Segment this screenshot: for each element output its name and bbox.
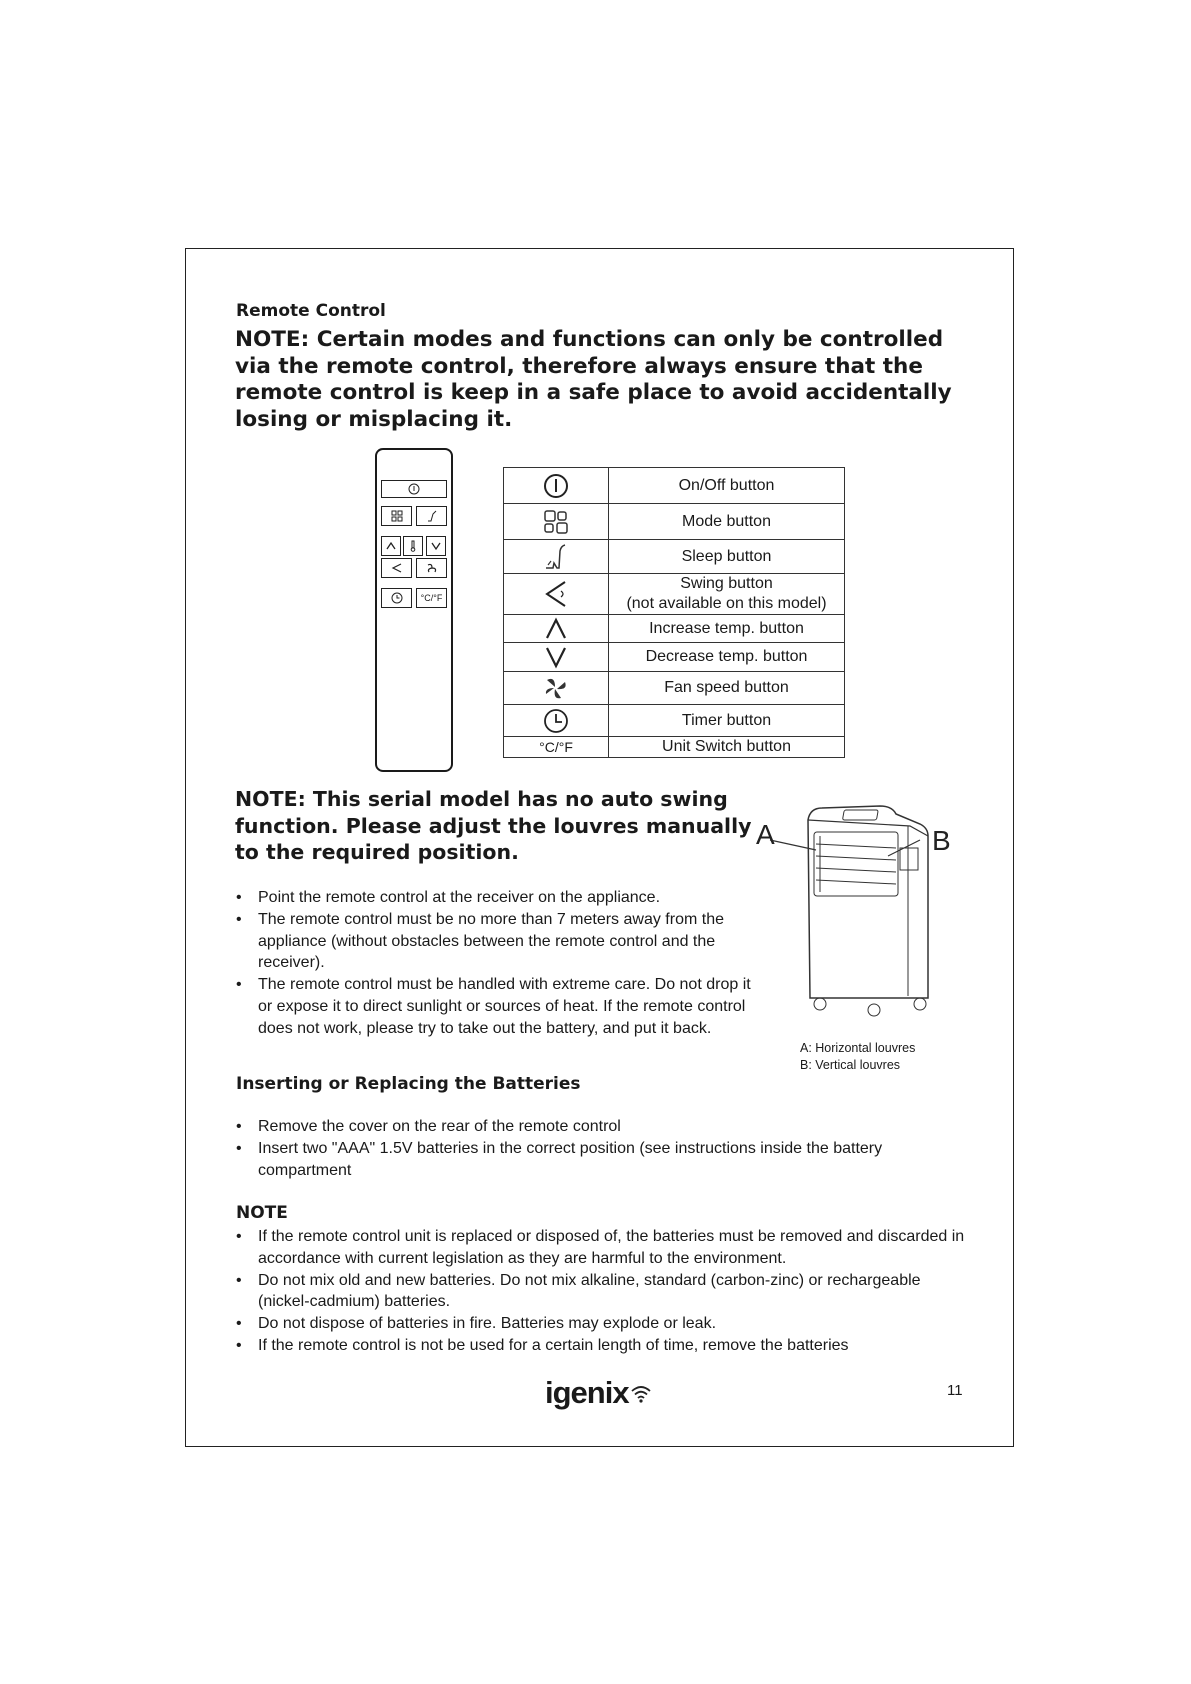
wifi-icon [630, 1385, 652, 1403]
remote-mode-button [381, 506, 412, 526]
caption-a: A: Horizontal louvres [800, 1041, 916, 1055]
table-row [504, 737, 845, 758]
battery-heading: Inserting or Replacing the Batteries [236, 1074, 581, 1094]
button-label: Unit Switch button [609, 737, 845, 758]
note-heading: NOTE [236, 1203, 288, 1223]
air-conditioner-illustration [756, 800, 960, 1020]
brand-logo: igenix [545, 1375, 629, 1410]
button-label: On/Off button [609, 468, 845, 504]
remote-up-button [381, 536, 401, 556]
fan-icon [543, 675, 569, 701]
chevron-down-icon [431, 541, 441, 551]
button-label: Timer button [609, 705, 845, 737]
note-list [236, 1226, 971, 1357]
remote-temp-indicator [403, 536, 423, 556]
button-label: Sleep button [609, 540, 845, 574]
button-label: Fan speed button [609, 672, 845, 705]
clock-icon [543, 708, 569, 734]
chevron-down-icon [545, 646, 567, 668]
list-item: • Insert two "AAA" 1.5V batteries in the correct position (see instructions inside the battery compartment [236, 1138, 956, 1182]
list-item: • Do not dispose of batteries in fire. Batteries may explode or leak. [236, 1313, 971, 1335]
button-label: Decrease temp. button [609, 643, 845, 672]
chevron-up-icon [545, 618, 567, 640]
battery-list [236, 1116, 956, 1181]
caption-b: B: Vertical louvres [800, 1058, 901, 1072]
mode-icon [543, 509, 569, 535]
swing-icon [391, 562, 403, 574]
note-louvres: NOTE: This serial model has no auto swing function. Please adjust the louvres manually to the required position. [235, 787, 752, 864]
remote-unit-button: °C/°F [416, 588, 447, 608]
list-item: • Do not mix old and new batteries. Do not mix alkaline, standard (carbon-zinc) or rechargeable (nickel-cadmium) batteries. [236, 1270, 971, 1314]
list-item: • The remote control must be handled with extreme care. Do not drop it or expose it to direct sunlight or sources of heat. If the remote control does not work, please try to take out the battery, and put it back. [236, 974, 756, 1039]
list-item: • Point the remote control at the receiver on the appliance. [236, 887, 756, 909]
page-number: 11 [947, 1382, 963, 1399]
sleep-icon [426, 510, 438, 522]
button-label: Increase temp. button [609, 615, 845, 643]
clock-icon [391, 592, 403, 604]
table-row [504, 540, 845, 574]
remote-timer-button [381, 588, 412, 608]
table-row [504, 615, 845, 643]
remote-swing-button [381, 558, 412, 578]
note-top: NOTE: Certain modes and functions can only be controlled via the remote control, therefore always ensure that the remote control is keep in a safe place to avoid accidentally losing or misplacing it. [235, 327, 952, 432]
list-item: • If the remote control is not be used for a certain length of time, remove the batteries [236, 1335, 971, 1357]
unit-switch-icon: °C/°F [504, 737, 609, 758]
remote-control-illustration [375, 448, 453, 772]
mode-icon [391, 510, 403, 522]
button-table [503, 467, 845, 758]
button-label: Mode button [609, 504, 845, 540]
table-row [504, 468, 845, 504]
table-row [504, 574, 845, 615]
table-row [504, 705, 845, 737]
button-label: Swing button [680, 575, 773, 592]
power-icon [543, 473, 569, 499]
sleep-icon [543, 543, 569, 571]
list-item: • If the remote control unit is replaced or disposed of, the batteries must be removed and discarded in accordance with current legislation as they are harmful to the environment. [236, 1226, 971, 1270]
power-icon [408, 483, 420, 495]
table-row [504, 643, 845, 672]
label-b: B [932, 825, 951, 856]
list-item: • The remote control must be no more than 7 meters away from the appliance (without obstacles between the remote control and the receiver). [236, 909, 756, 974]
remote-fan-button [416, 558, 447, 578]
remote-power-button [381, 480, 447, 498]
remote-down-button [426, 536, 446, 556]
section-title: Remote Control [236, 301, 386, 321]
remote-sleep-button [416, 506, 447, 526]
table-row [504, 504, 845, 540]
table-row [504, 672, 845, 705]
usage-list [236, 887, 756, 1040]
swing-icon [543, 579, 569, 609]
chevron-up-icon [386, 541, 396, 551]
diagram-caption [800, 1040, 915, 1074]
fan-icon [426, 562, 438, 574]
list-item: • Remove the cover on the rear of the remote control [236, 1116, 956, 1138]
button-sublabel: (not available on this model) [626, 595, 827, 612]
thermometer-icon [409, 540, 417, 552]
label-a: A [756, 819, 775, 850]
